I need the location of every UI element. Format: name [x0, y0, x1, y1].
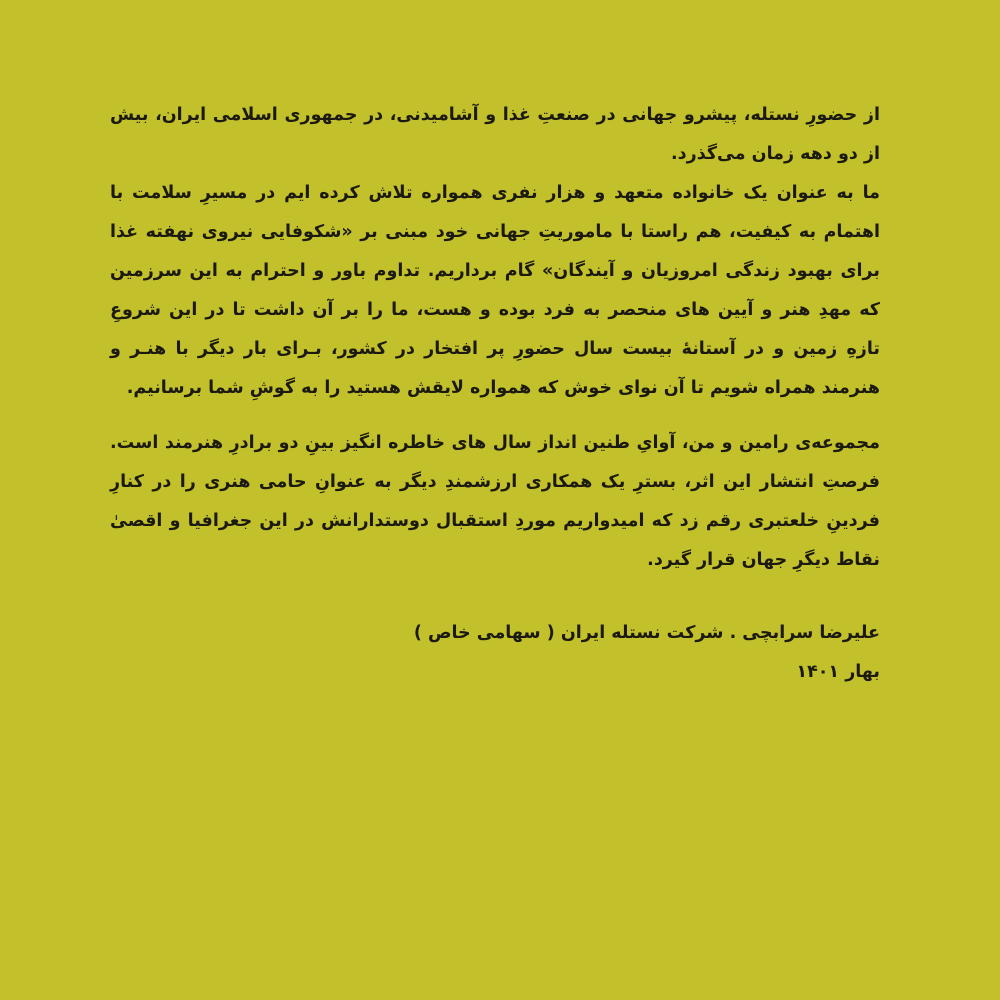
letter-body — [110, 96, 880, 692]
signature-date: بهار ۱۴۰۱ — [796, 662, 880, 682]
signature-name: علیرضا سرابچی . شرکت نستله ایران ( سهامی خاص ) — [413, 623, 880, 643]
paragraph-intro: از حضورِ نستله، پیشرو جهانی در صنعتِ غذا و آشامیدنی، در جمهوری اسلامی ایران، بیش از دو دهه زمان می‌گذرد. — [110, 105, 880, 164]
paragraph-mission: ما به عنوان یک خانواده متعهد و هزار نفری همواره تلاش کرده ایم در مسیرِ سلامت با اهتمام به کیفیت، هم راستا با ماموریتِ جهانی خود مبنی بر «شکوفایی نیروی نهفته غذا برای بهبود زندگی امروزیان و آیندگان» گام برداریم. تداوم باور و احترام به این سرزمین که مهدِ هنر و آیین های منحصر به فرد بوده و هست، ما را بر آن داشت تا در این شروعِ تازهِ زمین و در آستانهٔ بیست سال حضورِ پر افتخار در کشور، بـرای بار دیگر با هنـر و هنرمند همراه شویم تا آن نوای خوش که همواره لایقش هستید را به گوشِ شما برسانیم. — [110, 183, 880, 398]
paragraph-album: مجموعه‌ی رامین و من، آوایِ طنین انداز سال های خاطره انگیز بینِ دو برادرِ هنرمند است. فرصتِ انتشار این اثر، بسترِ یک همکاری ارزشمندِ دیگر به عنوانِ حامی هنری را در کنارِ فردینِ خلعتبری رقم زد که امیدواریم موردِ استقبال دوستدارانش در این جغرافیا و اقصیٰ نقاط دیگرِ جهان قرار گیرد. — [110, 433, 880, 570]
signature-block — [110, 614, 880, 692]
